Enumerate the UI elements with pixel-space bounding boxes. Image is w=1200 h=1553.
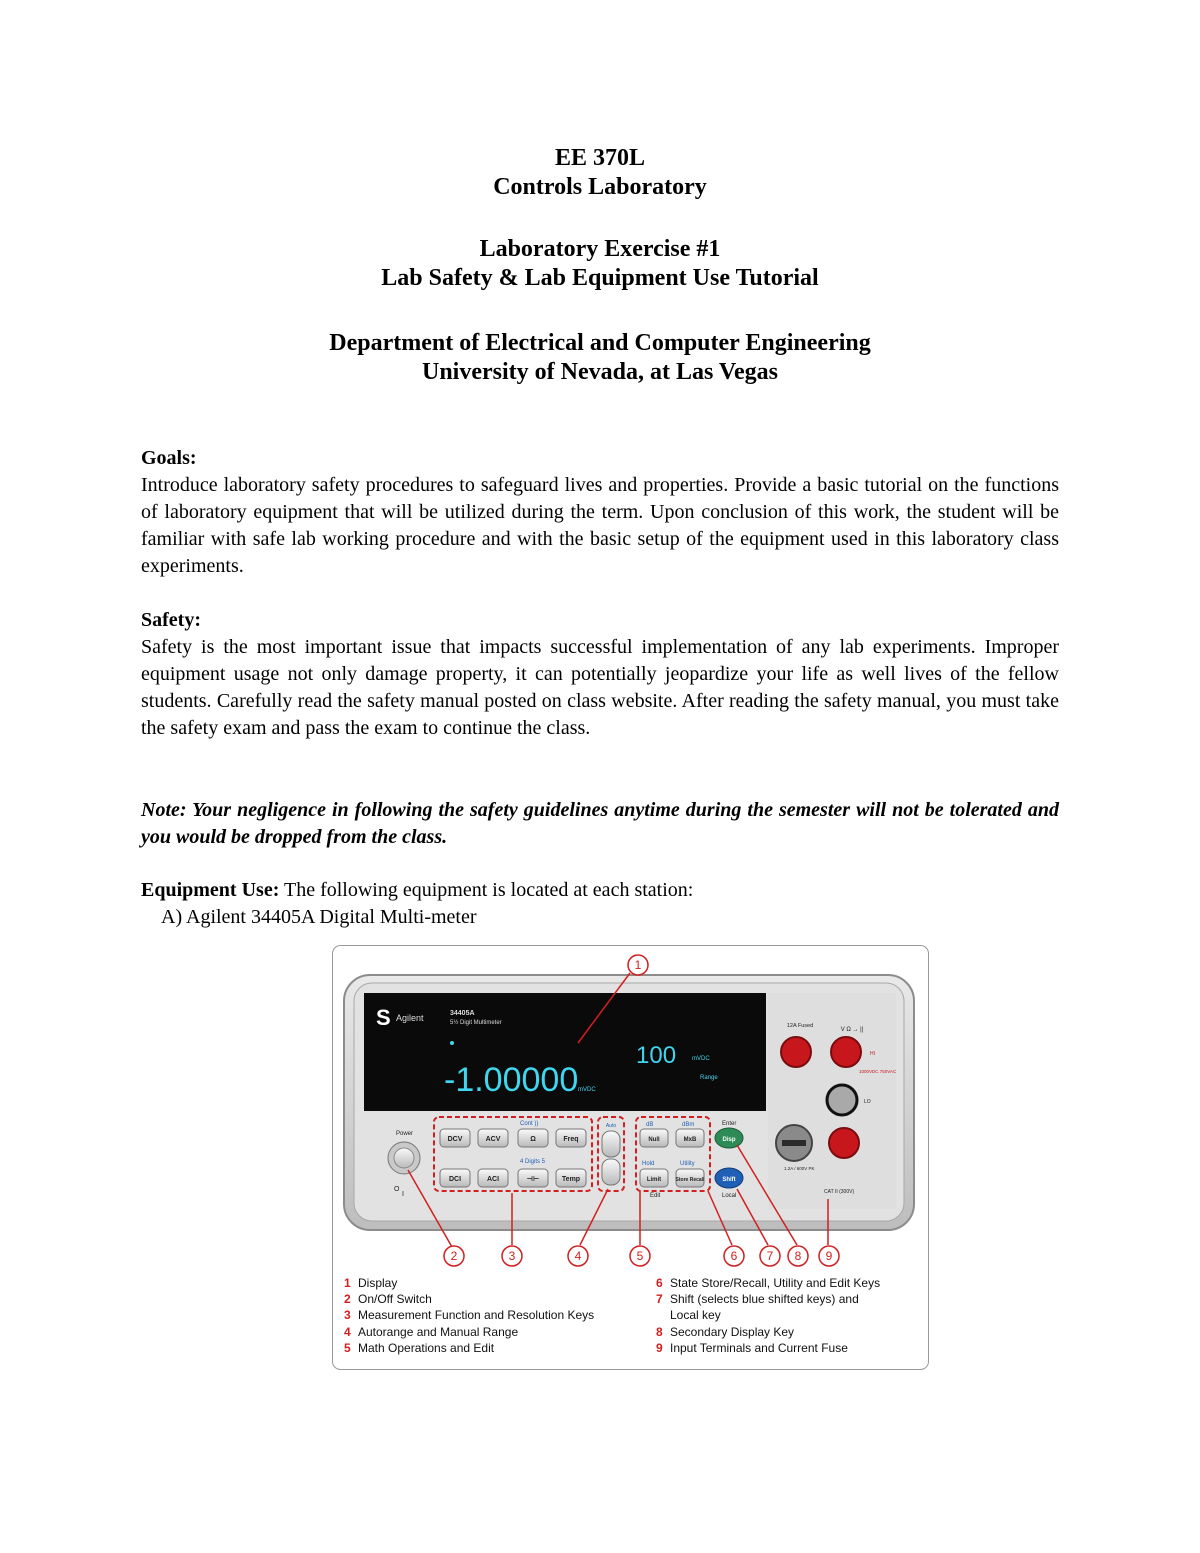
callout-7-number: 7 (766, 1249, 774, 1263)
department: Department of Electrical and Computer Engineering (329, 330, 871, 356)
callout-2-number: 2 (450, 1249, 458, 1263)
multimeter-figure (332, 945, 929, 1370)
callout-6-number: 6 (730, 1249, 738, 1263)
fuse-slot (782, 1140, 806, 1146)
safety-section (141, 607, 1059, 742)
store-recall-key-label: Store Recall (675, 1177, 705, 1183)
power-on-mark: I (402, 1191, 404, 1198)
current-terminal[interactable] (781, 1037, 811, 1067)
fused-label: 12A Fused (786, 1023, 814, 1029)
equipment-item-a: A) Agilent 34405A Digital Multi-meter (161, 906, 477, 928)
legend-item: 6 State Store/Recall, Utility and Edit Keys (656, 1276, 881, 1290)
safety-text: Safety is the most important issue that impacts successful implementation of any lab experiments. Improper equipment usage not only damage property, it can potentially jeopardize your life as well lives of the fellow students. Carefully read the safety manual posted on class website. After reading the safety manual, you must take the safety exam and pass the exam to continue the class. (141, 636, 1059, 739)
lo-label: LO (864, 1099, 871, 1105)
disp-key-label: Disp (722, 1137, 736, 1143)
secondary-unit: mVDC (692, 1056, 710, 1062)
affiliation-block (0, 329, 1200, 387)
equipment-intro: The following equipment is located at each station: (284, 879, 694, 901)
secondary-reading: 100 (636, 1042, 677, 1069)
power-button-face[interactable] (394, 1148, 414, 1168)
legend-item: 7 Shift (selects blue shifted keys) and Local key (656, 1292, 859, 1323)
dbm-label: dBm (682, 1122, 695, 1128)
legend-item: 1 Display (344, 1276, 398, 1290)
utility-label: Utility (680, 1161, 695, 1167)
limit-key-label: Limit (646, 1177, 662, 1183)
legend-item: 8 Secondary Display Key (656, 1324, 795, 1339)
exercise-block (0, 235, 1200, 293)
ohm-key-label: Ω (530, 1136, 536, 1143)
db-label: dB (646, 1122, 654, 1128)
hi-label: HI (870, 1051, 875, 1057)
power-off-mark: O (394, 1186, 400, 1193)
goals-text: Introduce laboratory safety procedures to safeguard lives and properties. Provide a basic tutorial on the functions of laboratory equipment that will be utilized during the term. Upon conclusion of this work, the student will be familiar with safe lab working procedure and with the basic setup of the equipment used in this laboratory class experiments. (141, 474, 1059, 577)
cat-rating-label: CAT II (300V) (824, 1189, 855, 1195)
annunciator-dot (450, 1041, 454, 1045)
lab-name: Controls Laboratory (493, 174, 707, 200)
range-down-key[interactable] (602, 1159, 620, 1185)
digits-shift-label: 4 Digits 5 (520, 1159, 546, 1165)
legend-item: 3 Measurement Function and Resolution Keys (344, 1308, 595, 1323)
shift-key-label: Shift (722, 1177, 736, 1183)
dci-key-label: DCI (448, 1176, 462, 1183)
brand-logo: S (376, 1005, 391, 1030)
callout-9-number: 9 (825, 1249, 833, 1263)
freq-key-label: Freq (563, 1136, 579, 1143)
edit-label: Edit (650, 1193, 661, 1199)
main-unit: mVDC (578, 1087, 596, 1093)
goals-section (141, 445, 1059, 580)
callout-1-number: 1 (634, 958, 642, 972)
legend-left (344, 1275, 594, 1356)
diode-key-label: ⊣⊢ (526, 1176, 540, 1183)
brand-name: Agilent (396, 1013, 424, 1023)
sense-label: 1000VDC 750VAC (859, 1069, 897, 1074)
local-label: Local (722, 1193, 737, 1199)
dcv-key-label: DCV (447, 1136, 463, 1143)
callout-5-number: 5 (636, 1249, 644, 1263)
exercise-title: Laboratory Exercise #1 (479, 236, 721, 262)
null-key-label: Null (648, 1137, 660, 1143)
sense-terminal[interactable] (829, 1128, 859, 1158)
lo-terminal[interactable] (827, 1085, 857, 1115)
equipment-section (141, 877, 1059, 931)
course-code: EE 370L (554, 145, 646, 171)
legend-item: 5 Math Operations and Edit (344, 1340, 495, 1355)
enter-label: Enter (722, 1121, 737, 1127)
legend-right (656, 1275, 880, 1356)
range-label: Range (700, 1075, 718, 1081)
aci-key-label: ACI (486, 1176, 500, 1183)
legend-item: 9 Input Terminals and Current Fuse (656, 1340, 848, 1355)
legend-item: 2 On/Off Switch (344, 1292, 432, 1307)
temp-key-label: Temp (561, 1176, 581, 1183)
power-label: Power (396, 1131, 414, 1137)
auto-label: Auto (605, 1123, 617, 1129)
hold-label: Hold (642, 1161, 655, 1167)
equipment-heading: Equipment Use: (141, 879, 280, 901)
equipment-line (141, 877, 1059, 904)
safety-heading: Safety: (141, 609, 201, 631)
cont-shift-label: Cont )) (520, 1121, 539, 1127)
max-rating-label: 1.2A / 600V PK (784, 1166, 815, 1171)
model-sub: 5½ Digit Multimeter (450, 1020, 502, 1026)
acv-key-label: ACV (485, 1136, 501, 1143)
range-up-key[interactable] (602, 1131, 620, 1157)
goals-heading: Goals: (141, 447, 197, 469)
callout-8-number: 8 (794, 1249, 802, 1263)
hi-terminal[interactable] (831, 1037, 861, 1067)
university: University of Nevada, at Las Vegas (421, 359, 778, 385)
safety-note: Note: Your negligence in following the safety guidelines anytime during the semester will not be tolerated and you would be dropped from the class. (141, 799, 1059, 848)
legend-item: 4 Autorange and Manual Range (344, 1324, 519, 1339)
exercise-topic: Lab Safety & Lab Equipment Use Tutorial (381, 265, 819, 291)
mxb-key-label: MxB (683, 1137, 697, 1143)
title-block (0, 144, 1200, 202)
vohm-label: V Ω → || (840, 1027, 864, 1033)
callout-4-number: 4 (574, 1249, 582, 1263)
model-number: 34405A (450, 1010, 475, 1017)
main-reading: -1.00000 (444, 1061, 579, 1099)
callout-3-number: 3 (508, 1249, 516, 1263)
